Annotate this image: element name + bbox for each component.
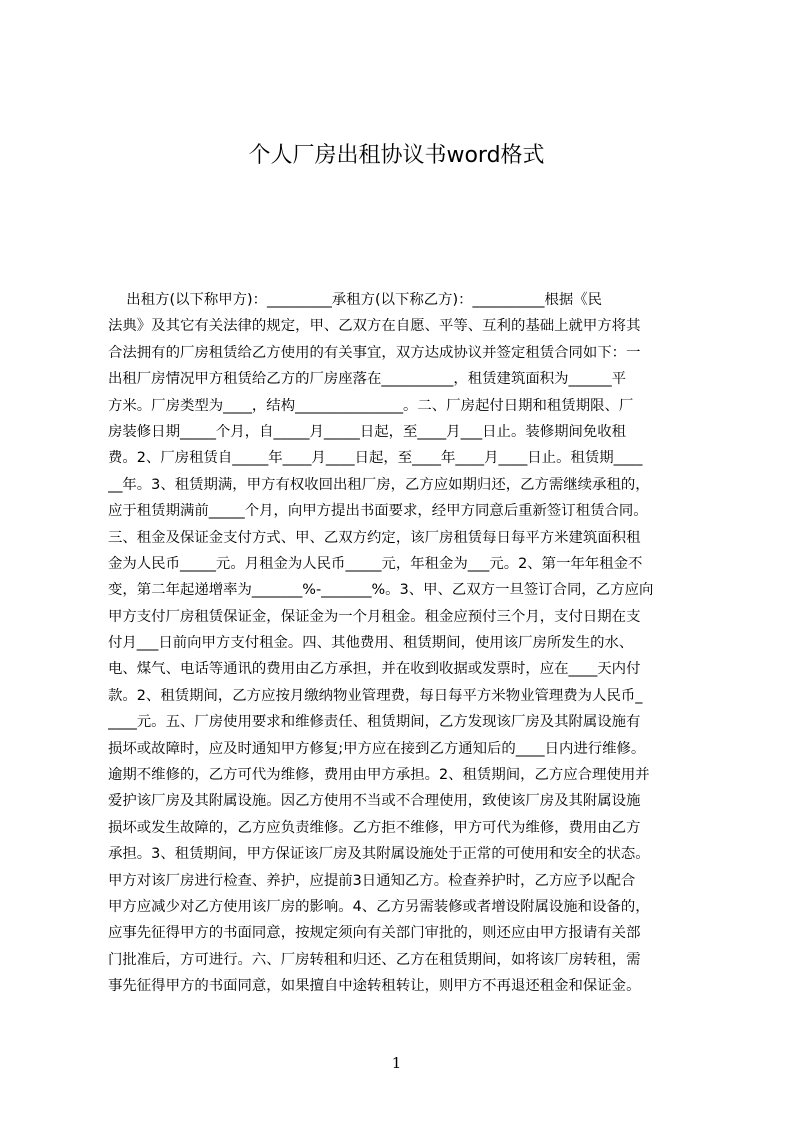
body-line: ____元。五、厂房使用要求和维修责任、租赁期间，乙方发现该厂房及其附属设施有 xyxy=(108,714,641,731)
body-line: 款。2、租赁期间，乙方应按月缴纳物业管理费，每日每平方米物业管理费为人民币_ xyxy=(108,687,643,704)
body-line: 付月___日前向甲方支付租金。四、其他费用、租赁期间，使用该厂房所发生的水、 xyxy=(108,635,634,652)
page-number: 1 xyxy=(391,1054,402,1072)
body-line: 门批准后，方可进行。六、厂房转租和归还、乙方在租赁期间，如将该厂房转租，需 xyxy=(108,951,641,968)
document-body xyxy=(108,287,700,1000)
body-line: 应于租赁期满前_____个月，向甲方提出书面要求，经甲方同意后重新签订租赁合同。 xyxy=(108,503,648,520)
body-line: 爱护该厂房及其附属设施。因乙方使用不当或不合理使用，致使该厂房及其附属设施 xyxy=(108,793,641,810)
body-line: 损坏或故障时，应及时通知甲方修复;甲方应在接到乙方通知后的____日内进行维修。 xyxy=(108,740,646,757)
body-line: 费。2、厂房租赁自_____年____月____日起，至____年____月____日止。租赁期____ xyxy=(108,450,643,467)
body-line: 电、煤气、电话等通讯的费用由乙方承担，并在收到收据或发票时，应在____天内付 xyxy=(108,661,641,678)
body-line: 变，第二年起递增率为_______%-_______%。3、甲、乙双方一旦签订合同，乙方应向 xyxy=(108,582,654,599)
document-title: 个人厂房出租协议书word格式 xyxy=(248,143,545,168)
body-line: 应事先征得甲方的书面同意，按规定须向有关部门审批的，则还应由甲方报请有关部 xyxy=(108,925,641,942)
body-line: 三、租金及保证金支付方式、甲、乙双方约定，该厂房租赁每日每平方米建筑面积租 xyxy=(108,529,641,546)
body-line: 承担。3、租赁期间，甲方保证该厂房及其附属设施处于正常的可使用和安全的状态。 xyxy=(108,846,650,863)
body-line: 法典》及其它有关法律的规定，甲、乙双方在自愿、平等、互利的基础上就甲方将其 xyxy=(108,318,641,335)
body-line: 逾期不维修的，乙方可代为维修，费用由甲方承担。2、租赁期间，乙方应合理使用并 xyxy=(108,767,650,784)
body-line: 损坏或发生故障的，乙方应负责维修。乙方拒不维修，甲方可代为维修，费用由乙方 xyxy=(108,819,641,836)
body-line: 甲方支付厂房租赁保证金，保证金为一个月租金。租金应预付三个月，支付日期在支 xyxy=(108,608,641,625)
body-line: 合法拥有的厂房租赁给乙方使用的有关事宜，双方达成协议并签定租赁合同如下：一 xyxy=(108,344,641,361)
body-line: 甲方应减少对乙方使用该厂房的影响。4、乙方另需装修或者增设附属设施和设备的， xyxy=(108,898,650,915)
body-line: 事先征得甲方的书面同意，如果擅自中途转租转让，则甲方不再退还租金和保证金。 xyxy=(108,978,641,995)
body-line: 出租方(以下称甲方)：_________承租方(以下称乙方)：__________根据《民 xyxy=(108,292,603,308)
body-line: 方米。厂房类型为____，结构_______________。二、厂房起付日期和租赁期限、厂 xyxy=(108,397,634,414)
body-line: 甲方对该厂房进行检查、养护，应提前3日通知乙方。检查养护时，乙方应予以配合 xyxy=(108,872,636,889)
body-line: 房装修日期_____个月，自_____月_____日起，至____月___日止。装修期间免收租 xyxy=(108,423,627,440)
body-line: 出租厂房情况甲方租赁给乙方的厂房座落在__________，租赁建筑面积为______平 xyxy=(108,371,627,388)
body-line: 金为人民币_____元。月租金为人民币_____元，年租金为___元。2、第一年年租金不 xyxy=(108,555,643,572)
body-line: __年。3、租赁期满，甲方有权收回出租厂房，乙方应如期归还，乙方需继续承租的， xyxy=(108,476,650,493)
